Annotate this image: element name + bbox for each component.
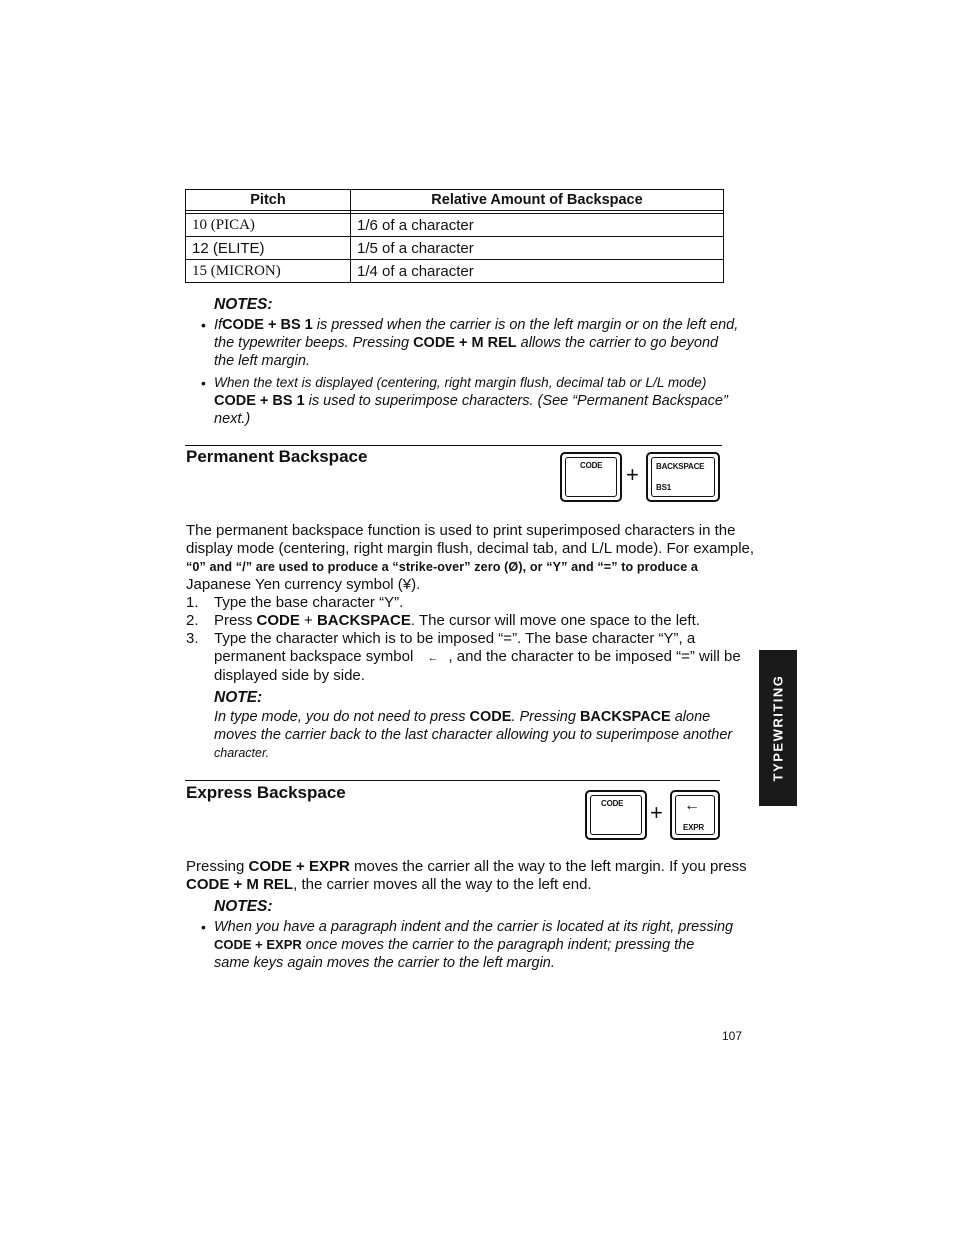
- express-note: When you have a paragraph indent and the carrier is located at its right, pressing CODE + EXPR once moves the carrier to the paragraph indent; pressing the same keys again moves the carrier to the left margin.: [214, 919, 734, 971]
- plus-sign: +: [650, 800, 663, 825]
- left-arrow-icon: ←: [684, 797, 700, 814]
- note-bullet-2: When the text is displayed (centering, right margin flush, decimal tab or L/L mode) CODE + BS 1 is used to superimpose characters. (See “Permanent Backspace” next.): [214, 375, 728, 427]
- plus-sign: +: [626, 462, 639, 487]
- note-heading: NOTE:: [214, 689, 263, 706]
- code-key-icon: CODE: [585, 790, 647, 840]
- step-number: 1.: [186, 594, 199, 611]
- page-number: 107: [722, 1029, 743, 1043]
- bullet-icon: •: [201, 919, 206, 935]
- note-bullet-1: IfCODE + BS 1 is pressed when the carrier is on the left margin or on the left end, the typewriter beeps. Pressing CODE + M REL allows the carrier to go beyond the left margin.: [214, 317, 739, 369]
- table-cell: 15 (MICRON): [186, 260, 351, 283]
- section-title-permanent-backspace: Permanent Backspace: [186, 447, 368, 466]
- section-divider: [185, 445, 722, 446]
- step-2: Press CODE + BACKSPACE. The cursor will move one space to the left.: [214, 612, 700, 629]
- permanent-intro: The permanent backspace function is used to print superimposed characters in the display mode (centering, right margin flush, decimal tab, and L/L mode). For example, “0” and “/” are used to produce a “strike-over” zero (Ø), or “Y” and “=” to produce a Japanese Yen currency symbol (¥).: [186, 522, 755, 593]
- notes-heading: NOTES:: [214, 296, 273, 313]
- section-side-tab: TYPEWRITING: [759, 650, 797, 806]
- backspace-symbol-icon: ←: [427, 652, 439, 664]
- table-row: [186, 237, 724, 260]
- table-header: Pitch: [186, 190, 351, 211]
- expr-key-icon: ← EXPR: [670, 790, 720, 840]
- bullet-icon: •: [201, 375, 206, 391]
- permanent-note: In type mode, you do not need to press CODE. Pressing BACKSPACE alone moves the carrier back to the last character allowing you to superimpose another character.: [214, 709, 733, 760]
- table-row: [186, 260, 724, 283]
- section-divider: [185, 780, 720, 781]
- step-number: 3.: [186, 630, 199, 647]
- bullet-icon: •: [201, 317, 206, 333]
- step-3: Type the character which is to be imposed “=”. The base character “Y”, a permanent backspace symbol ← , and the character to be imposed “=” will be displayed side by side.: [214, 630, 741, 684]
- table-cell: 1/4 of a character: [351, 260, 724, 283]
- backspace-key-icon: BACKSPACE BS1: [646, 452, 720, 502]
- backspace-table: [185, 189, 724, 283]
- step-number: 2.: [186, 612, 199, 629]
- table-cell: 10 (PICA): [186, 214, 351, 237]
- step-1: Type the base character “Y”.: [214, 594, 404, 611]
- notes-heading: NOTES:: [214, 898, 273, 915]
- table-cell: 1/6 of a character: [351, 214, 724, 237]
- code-key-icon: CODE: [560, 452, 622, 502]
- table-header: Relative Amount of Backspace: [351, 190, 724, 211]
- section-title-express-backspace: Express Backspace: [186, 783, 346, 802]
- table-cell: 12 (ELITE): [186, 237, 351, 260]
- table-row: [186, 214, 724, 237]
- express-body: Pressing CODE + EXPR moves the carrier all the way to the left margin. If you press CODE + M REL, the carrier moves all the way to the left end.: [186, 858, 747, 893]
- table-header-row: [186, 190, 724, 211]
- table-cell: 1/5 of a character: [351, 237, 724, 260]
